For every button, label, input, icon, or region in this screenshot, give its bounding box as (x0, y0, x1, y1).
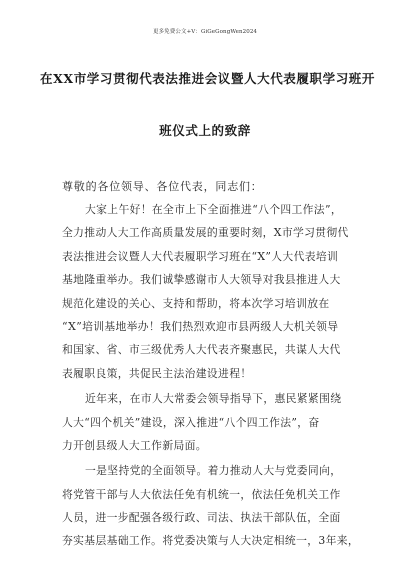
body-line: 表法推进会议暨人大代表履职学习班在“X”人大代表培训 (62, 249, 339, 263)
body-line: 规范化建设的关心、支持和帮助，将本次学习培训放在 (62, 296, 330, 310)
body-line: 近年来，在市人大常委会领导指导下，惠民紧紧围绕 (85, 392, 342, 406)
body-line: 一是坚持党的全面领导。着力推动人大与党委同向， (85, 464, 342, 478)
document-title-line-2: 班仪式上的致辞 (159, 123, 251, 138)
body-line: “X”培训基地举办！我们热烈欢迎市县两级人大机关领导 (62, 319, 339, 333)
body-line: 基地隆重举办。我们诚挚感谢市人大领导对我县推进人大 (62, 273, 341, 287)
body-line: 和国家、省、市三级优秀人大代表齐聚惠民，共谋人大代 (62, 343, 341, 357)
body-line: 力开创县级人大工作新局面。 (62, 438, 207, 452)
body-line: 将党管干部与人大依法任免有机统一，依法任免机关工作 (62, 487, 341, 501)
body-line: 人员，进一步配强各级行政、司法、执法干部队伍，全面 (62, 511, 341, 525)
salutation: 尊敬的各位领导、各位代表，同志们： (62, 180, 263, 193)
body-line: 表履职良策，共促民主法治建设进程！ (62, 366, 252, 380)
body-line: 夯实基层基础工作。将党委决策与人大决定相统一，3年来， (62, 534, 360, 548)
body-line: 大家上午好！在全市上下全面推进“八个四工作法”， (85, 203, 342, 216)
speech-body (62, 198, 358, 553)
body-line: 人大“四个机关”建设，深入推进“八个四工作法”，奋 (62, 415, 320, 429)
document-title-line-1: 在XX市学习贯彻代表法推进会议暨人大代表履职学习班开 (40, 71, 375, 86)
header-note: 更多免费公文+V：GiGeGongWen2024 (152, 29, 258, 35)
body-line: 全力推动人大工作高质量发展的重要时刻，X市学习贯彻代 (62, 226, 349, 240)
